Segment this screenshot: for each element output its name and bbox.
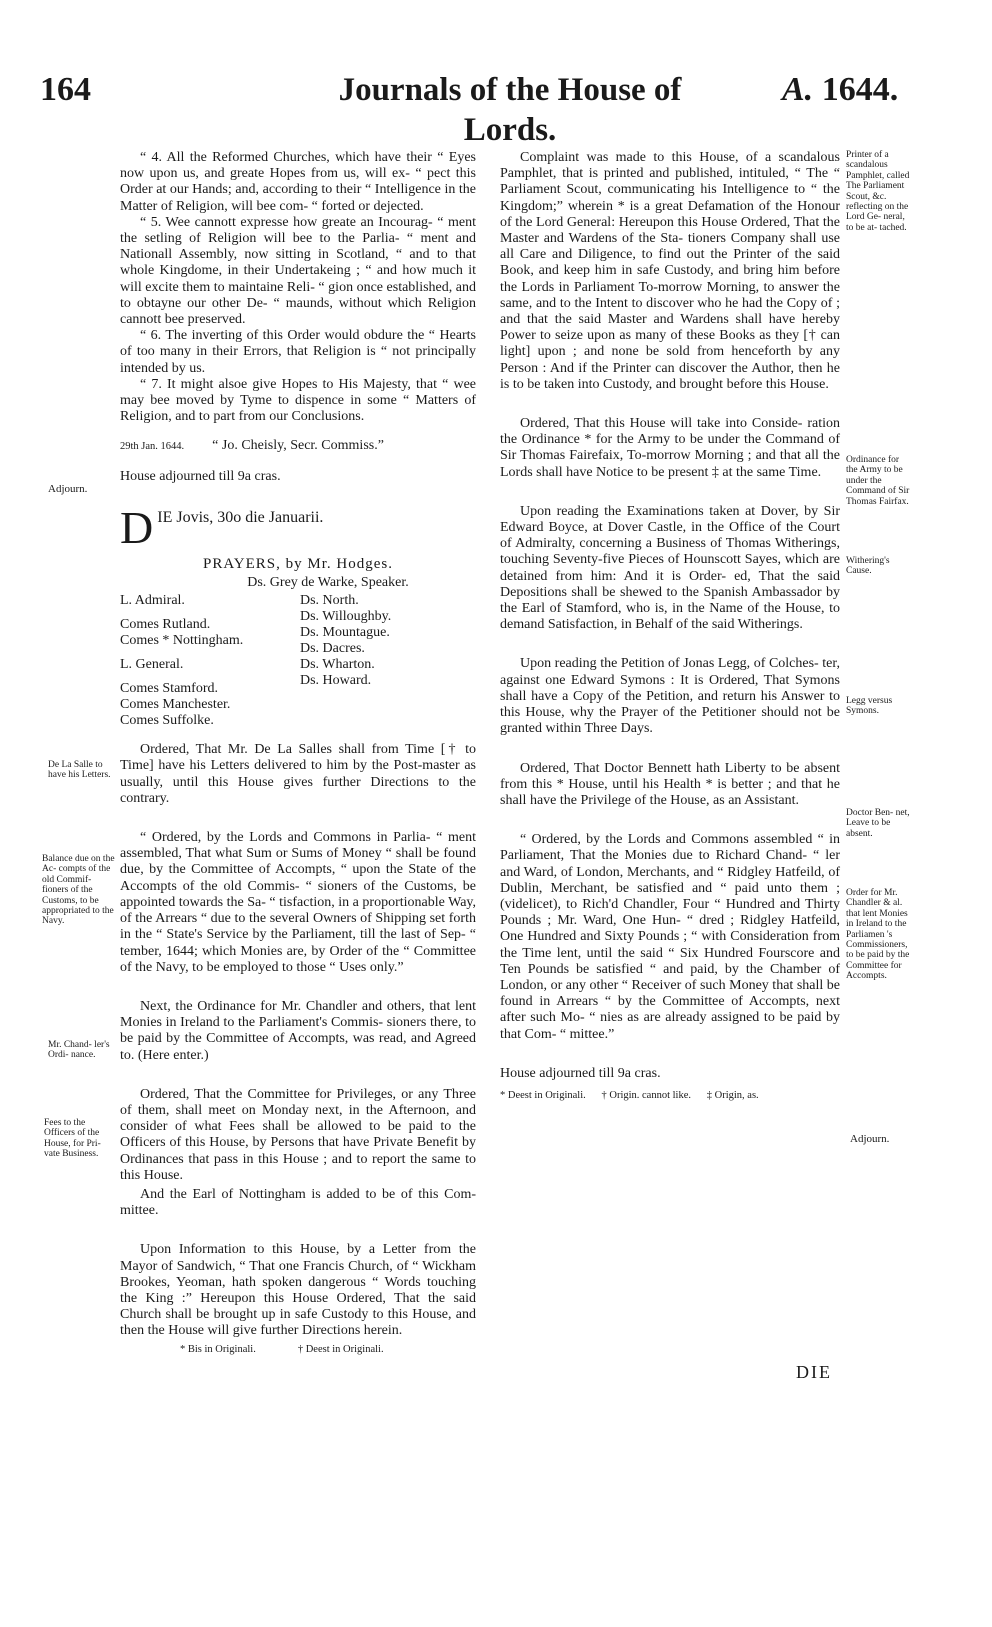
spacer <box>120 807 476 830</box>
attendee: Ds. Dacres. <box>300 641 365 657</box>
attendee: L. Admiral. <box>120 593 185 609</box>
paragraph: “ Ordered, by the Lords and Commons in Parlia- “ ment assembled, That what Sum or Sums of Money “ shall be found due, by the Committee of Accompts, “ upon the State of the Accompts of the old Commis- “ sioners of the Customs, be appointed towards the Sa- “ tisfaction, in a proportionable Way, of the Arrears “ due to the several Owners of Shipping set forth in the “ State's Service by the Parliament, till the last of Sep- “ tember, 1644; which Monies are, by Order of the “ Committee of the Navy, to be employed to those “ Uses only.” <box>120 830 476 975</box>
paragraph: Ordered, That Mr. De La Salles shall from Time [† to Time] have his Letters delivered to him by the Post-master as usually, until this House gives further Directions to the contrary. <box>120 742 476 806</box>
spacer <box>500 1043 840 1066</box>
footnotes <box>500 1088 840 1104</box>
spacer <box>500 393 840 416</box>
left-column <box>120 150 476 1358</box>
attendance-table <box>120 593 470 729</box>
spacer <box>120 976 476 999</box>
drop-cap: D <box>120 501 154 553</box>
spacer <box>120 729 476 742</box>
paragraph: And the Earl of Nottingham is added to be of this Com- mittee. <box>120 1186 476 1219</box>
signature: “ Jo. Cheisly, Secr. Commiss.” <box>212 438 384 454</box>
margin-note-chandler-order: Order for Mr. Chandler & al. that lent Monies in Ireland to the Parliamen 's Commissioners, to be paid by the Committee for Accompts. <box>846 888 910 982</box>
margin-note-withering: Withering's Cause. <box>846 556 890 577</box>
paragraph: Upon reading the Petition of Jonas Legg, of Colches- ter, against one Edward Symons : It is Ordered, That Symons shall have a Copy of the Petition, and return his Answer to this House, why the Prayer of the Petitioner should not be granted within Three Days. <box>500 656 840 737</box>
margin-note-bennet: Doctor Ben- net, Leave to be absent. <box>846 808 910 839</box>
paragraph: Upon Information to this House, by a Letter from the Mayor of Sandwich, “ That one Francis Church, of “ Wickham Brookes, Yeoman, hath spoken dangerous “ Words touching the King :” Hereupon this House Ordered, That the said Church shall be brought up in safe Custody to this House, and then the House will give further Directions herein. <box>120 1242 476 1339</box>
paragraph: “ Ordered, by the Lords and Commons assembled “ in Parliament, That the Monies due to Richard Chand- “ ler and Ward, of London, Merchants, and “ Ridgley Hatfeild, of Dublin, Merchant, be satisfied and “ paid unto them ; (videlicet), to Rich'd Chandler, Four “ Hundred and Thirty Pounds ; Mr. Ward, One Hun- “ dred ; Ridgley Hatfeild, One Hundred and Sixty Pounds ; “ with Consideration from the Time lent, until the said “ Six Hundred Fourscore and Ten Pounds be satisfied “ and paid, by the Chamber of London, or any other “ Receiver of such Money that shall be found in Arrears “ by the Committee of Accompts, next after such Mo- “ nies as are already assigned to be paid by that Com- “ mittee.” <box>500 832 840 1042</box>
spacer <box>500 809 840 832</box>
footnote: ‡ Origin, as. <box>706 1089 759 1101</box>
day-heading <box>120 501 476 553</box>
attendee: Comes Suffolke. <box>120 713 214 729</box>
paragraph: Ordered, That this House will take into Conside- ration the Ordinance * for the Army to be under the Command of Sir Thomas Fairefaix, To-morrow Morning ; and that all the Lords shall have Notice to be present ‡ at the same Time. <box>500 416 840 480</box>
attendee: Ds. Mountague. <box>300 625 390 641</box>
attendee: Ds. Howard. <box>300 673 372 689</box>
prayers: PRAYERS, by Mr. Hodges. <box>203 555 393 572</box>
paragraph: Next, the Ordinance for Mr. Chandler and others, that lent Monies in Ireland to the Parliament's Commis- sioners there, to be paid by the Committee of Accompts, was read, and Agreed to. (Here enter.) <box>120 998 476 1063</box>
margin-note-adjourn: Adjourn. <box>850 1133 890 1145</box>
spacer <box>120 456 476 469</box>
spacer <box>120 673 300 681</box>
paragraph: Complaint was made to this House, of a scandalous Pamphlet, that is printed and published, intituled, “ The “ Parliament Scout, communicating his Intelligence to “ the Kingdom;” wherein * is a great Defamation of the Honour of the Lord General: Hereupon this House Ordered, That the Master and Wardens of the Sta- tioners Company shall use all Care and Diligence, to find out the Printer of the said Book, and keep him in safe Custody, and bring him before the Lords in Parliament To-morrow Morning, to answer the same, and to the Intent to discover who he had the Copy of ; and that the said Master and Wardens shall have hereby Power to seize upon as many of these Books as they [† can light] upon ; and none be sold from henceforth by any Person : And if the Printer can discover the Author, then he is to be taken into Custody, and brought before this House. <box>500 150 840 392</box>
footnotes <box>120 1342 476 1358</box>
margin-note-legg: Legg versus Symons. <box>846 696 893 717</box>
spacer <box>120 1064 476 1087</box>
spacer <box>500 738 840 761</box>
journal-title: Journals of the House of Lords. <box>338 72 682 148</box>
page-number: 164 <box>40 71 91 108</box>
right-column <box>500 150 840 1104</box>
paragraph: “ 5. Wee cannott expresse how greate an Incourag- “ ment the setling of Religion will bee to the Parlia- “ ment and Nationall Assembly, now sitting in Scotland, “ and to that whole Kingdome, in their Undertakeing ; “ and how much it will excite them to maintaine Reli- “ gion once established, and to obtayne our other De- “ maunds, without which Religion cannott bee preserved. <box>120 214 476 328</box>
adjournment: House adjourned till 9a cras. <box>120 468 281 484</box>
attendee: Ds. Wharton. <box>300 657 375 673</box>
spacer <box>120 425 476 438</box>
paragraph: Upon reading the Examinations taken at Dover, by Sir Edward Boyce, at Dover Castle, in the Office of the Court of Admiralty, concerning a Business of Thomas Witherings, touching Seventy-five Pieces of Hounscott Sayes, which are detained from him: And it is Order- ed, That the said Depositions shall be shewed to the Spanish Ambassador by the Earl of Stamford, who is, in the Name of the House, to demand Satisfaction, in Behalf of the said Witherings. <box>500 503 840 633</box>
paragraph: “ 7. It might alsoe give Hopes to His Majesty, that “ wee may bee moved by Tyme to dispence in some “ Matters of Religion, and to part from our Conclusions. <box>120 376 476 425</box>
year: 1644. <box>821 71 899 108</box>
signature-line <box>120 438 476 455</box>
year-heading <box>782 70 898 110</box>
day-heading-text: IE Jovis, 30o die Januarii. <box>157 508 324 526</box>
attendee: Comes Stamford. <box>120 681 218 697</box>
spacer <box>120 1219 476 1242</box>
footnote: † Deest in Originali. <box>297 1343 384 1355</box>
footnote: * Bis in Originali. <box>180 1343 256 1355</box>
margin-note-ordinance: Ordinance for the Army to be under the Command of Sir Thomas Fairfax. <box>846 455 910 507</box>
catchword: DIE <box>796 1362 832 1382</box>
attendee: Comes Manchester. <box>120 697 231 713</box>
attendee: Comes * Nottingham. <box>120 633 244 649</box>
attendee: Ds. North. <box>300 593 359 609</box>
margin-note-adjourn: Adjourn. <box>48 483 88 495</box>
signature-date: 29th Jan. 1644. <box>120 441 185 453</box>
margin-note-de-la-salle: De La Salle to have his Letters. <box>48 760 111 781</box>
margin-note-chandler: Mr. Chand- ler's Ordi- nance. <box>48 1040 110 1061</box>
footnote: * Deest in Originali. <box>500 1089 586 1101</box>
spacer <box>120 649 300 657</box>
margin-note-fees: Fees to the Officers of the House, for Pri- vate Business. <box>44 1118 101 1160</box>
spacer <box>500 481 840 504</box>
margin-note-printer: Printer of a scandalous Pamphlet, called The Parliament Scout, &c. reflecting on the Lord Ge- neral, to be at- tached. <box>846 150 910 233</box>
year-prefix: A. <box>782 71 814 108</box>
attendee: Ds. Willoughby. <box>300 609 392 625</box>
attendee: L. General. <box>120 657 184 673</box>
spacer <box>120 609 300 617</box>
footnote: † Origin. cannot like. <box>601 1089 692 1101</box>
speaker: Ds. Grey de Warke, Speaker. <box>247 575 409 591</box>
paragraph: “ 4. All the Reformed Churches, which have their “ Eyes now upon us, and greate Hopes from us, will ex- “ pect this Order at our Hands; and, according to their “ Intelligence in the Matter of Religion, will bee com- “ forted or dejected. <box>120 150 476 214</box>
margin-note-balance: Balance due on the Ac- compts of the old Commif- fioners of the Customs, to be appropriated to the Navy. <box>42 854 115 927</box>
attendee: Comes Rutland. <box>120 617 211 633</box>
adjournment: House adjourned till 9a cras. <box>500 1065 661 1081</box>
paragraph: Ordered, That the Committee for Privileges, or any Three of them, shall meet on Monday next, in the Afternoon, and consider of what Fees shall be allowed to be paid to the Officers of this House, by Persons that have Private Benefit by Ordinances that pass in this House ; and to report the same to this House. <box>120 1086 476 1183</box>
spacer <box>120 485 476 508</box>
paragraph: “ 6. The inverting of this Order would obdure the “ Hearts of too many in their Errors, that Religion is “ not principally intended by us. <box>120 328 476 376</box>
paragraph: Ordered, That Doctor Bennett hath Liberty to be absent from this * House, until his Health * is better ; and that he shall have the Privilege of the House, as an Assistant. <box>500 760 840 808</box>
spacer <box>500 633 840 656</box>
